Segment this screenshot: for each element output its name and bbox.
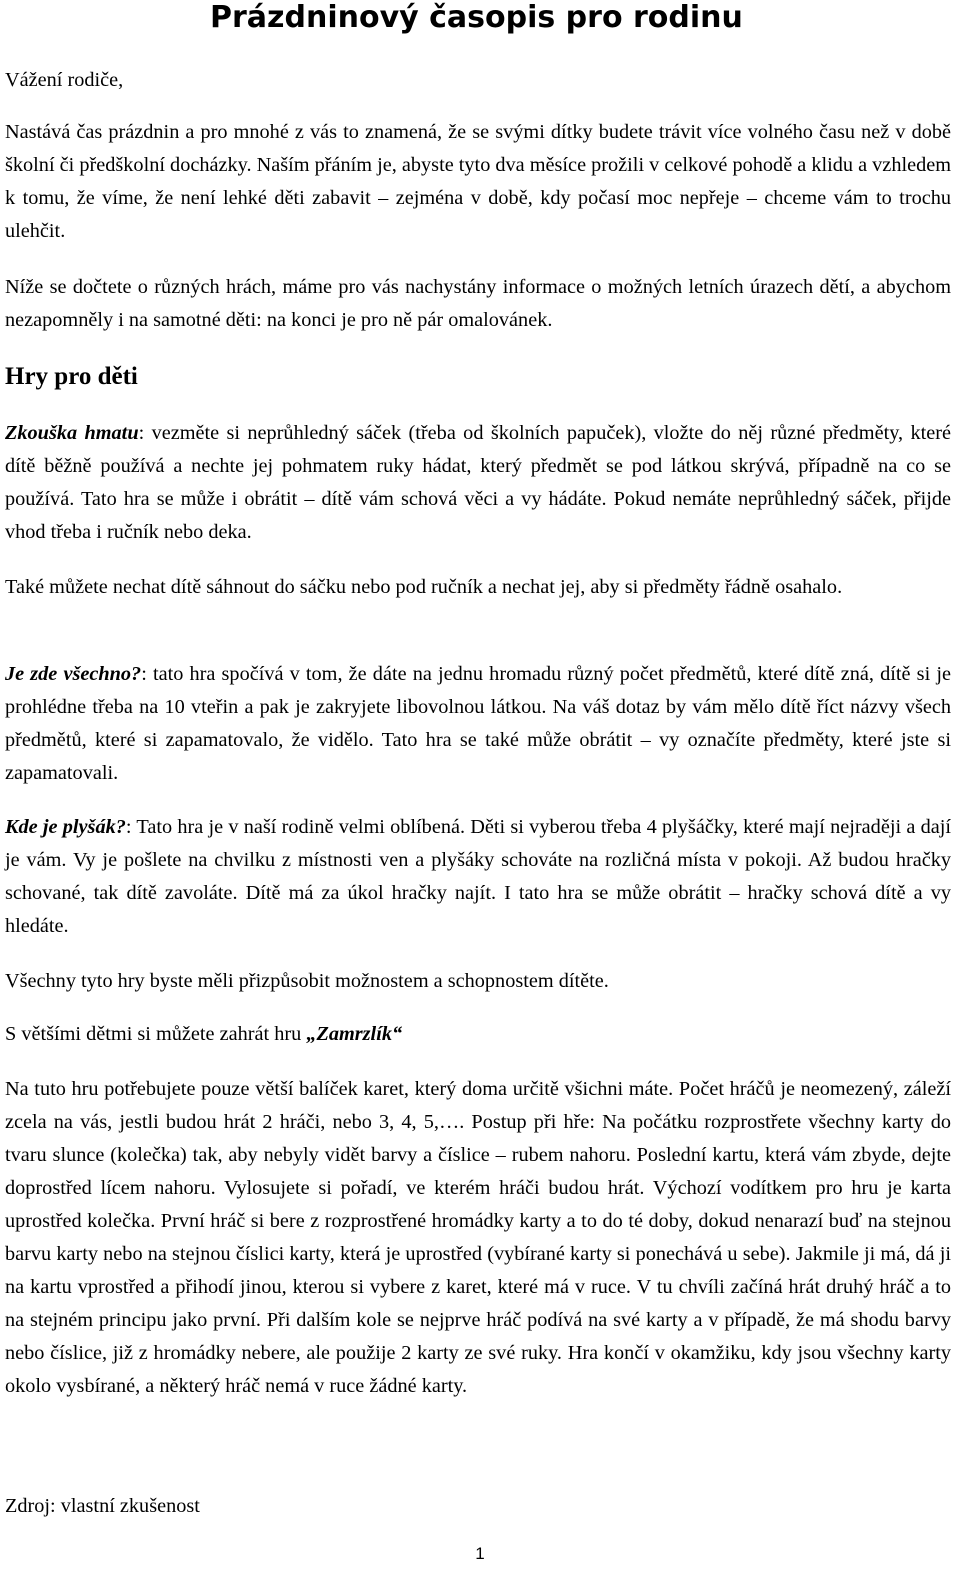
game-paragraph-je-zde-vsechno: [5, 658, 951, 790]
game-paragraph-kde-je-plysak: [5, 811, 951, 943]
game-name: Kde je plyšák?: [5, 816, 126, 838]
page-number: 1: [475, 1544, 485, 1563]
document-title: Prázdninový časopis pro rodinu: [210, 0, 743, 35]
intro-paragraph-1: Nastává čas prázdnin a pro mnohé z vás to znamená, že se svými dítky budete trávit více volného času než v době školní či předškolní docházky. Naším přáním je, abyste tyto dva měsíce prožili v celkové pohodě a klidu a vzhledem k tomu, že víme, že není lehké děti zabavit – zejména v době, kdy počasí moc nepřeje – chceme vám to trochu ulehčit.: [5, 121, 952, 242]
note-paragraph: Všechny tyto hry byste měli přizpůsobit možnostem a schopnostem dítěte.: [5, 970, 609, 992]
intro-paragraph-2: Níže se dočtete o různých hrách, máme pro vás nachystány informace o možných letních úrazech dětí, a abychom nezapomněly i na samotné děti: na konci je pro ně pár omalovánek.: [5, 276, 951, 331]
game-separator: :: [138, 422, 145, 444]
game-separator: :: [141, 663, 147, 685]
zamrzlik-rules-paragraph: Na tuto hru potřebujete pouze větší balíček karet, který doma určitě všichni máte. Počet hráčů je neomezený, záleží zcela na vás, jestli budou hrát 2 hráči, nebo 3, 4, 5,…. Postup při hře: Na počátku rozprostřete všechny karty do tvaru slunce (kolečka) tak, aby nebyly vidět barvy a číslice – rubem nahoru. Poslední kartu, která vám zbyde, dejte doprostřed lícem nahoru. Vylosujete si pořadí, ve kterém hráči budou hrát. Výchozí vodítkem pro hru je karta uprostřed kolečka. První hráč si bere z rozprostřené hromádky karty a to do té doby, dokud nenarazí buď na stejnou barvu karty nebo na stejnou číslici karty, která je uprostřed (vybírané karty si ponechává u sebe). Jakmile ji má, dá ji na kartu vprostřed a přihodí jinou, kterou si vybere z karet, které má v ruce. V tu chvíli začíná hrát druhý hráč a to na stejném principu jako první. Při dalším kole se nejprve hráč podívá na své karty a v případě, že má shodu barvy nebo číslice, již z hromádky nebere, ale použije 2 karty ze své ruky. Hra končí v okamžiku, kdy jsou všechny karty okolo vysbírané, a některý hráč nemá v ruce žádné karty.: [5, 1078, 951, 1397]
game-name: Je zde všechno?: [5, 663, 142, 685]
zamrzlik-intro-paragraph: [5, 1018, 951, 1051]
game-description: Tato hra je v naší rodině velmi oblíbená. Děti si vyberou třeba 4 plyšáčky, které mají nejraději a dají je vám. Vy je pošlete na chvilku z místnosti ven a plyšáky schováte na rozličná místa v pokoji. Až budou hračky schované, tak dítě zavoláte. Dítě má za úkol hračky najít. I tato hra se může obrátit – hračky schová dítě a vy hledáte.: [5, 816, 951, 937]
zamrzlik-intro-text: S většími dětmi si můžete zahrát hru: [5, 1023, 307, 1045]
salutation: Vážení rodiče,: [5, 69, 124, 91]
source-note: Zdroj: vlastní zkušenost: [5, 1495, 200, 1517]
game-separator: :: [125, 816, 132, 838]
game-extra-paragraph: Také můžete nechat dítě sáhnout do sáčku nebo pod ručník a nechat jej, aby si předměty řádně osahalo.: [5, 576, 843, 598]
game-paragraph-zkouska-hmatu: [5, 417, 951, 549]
game-description: tato hra spočívá v tom, že dáte na jednu hromadu různý počet předmětů, které dítě zná, dítě si je prohlédne třeba na 10 vteřin a pak je zakryjete libovolnou látkou. Na váš dotaz by vám mělo dítě říct názvy všech předmětů, které si zapamatovalo, že vidělo. Tato hra se také může obrátit – vy označíte předměty, které jste si zapamatovali.: [5, 663, 951, 784]
game-name: Zkouška hmatu: [5, 422, 139, 444]
zamrzlik-game-name: „Zamrzlík“: [306, 1023, 403, 1045]
game-description: vezměte si neprůhledný sáček (třeba od školních papuček), vložte do něj různé předměty, které dítě běžně používá a nechte jej pohmatem ruky hádat, který předmět se pod látkou skrývá, případně na co se používá. Tato hra se může i obrátit – dítě vám schová věci a vy hádáte. Pokud nemáte neprůhledný sáček, přijde vhod třeba i ručník nebo deka.: [5, 422, 951, 543]
section-heading: Hry pro děti: [5, 363, 138, 390]
